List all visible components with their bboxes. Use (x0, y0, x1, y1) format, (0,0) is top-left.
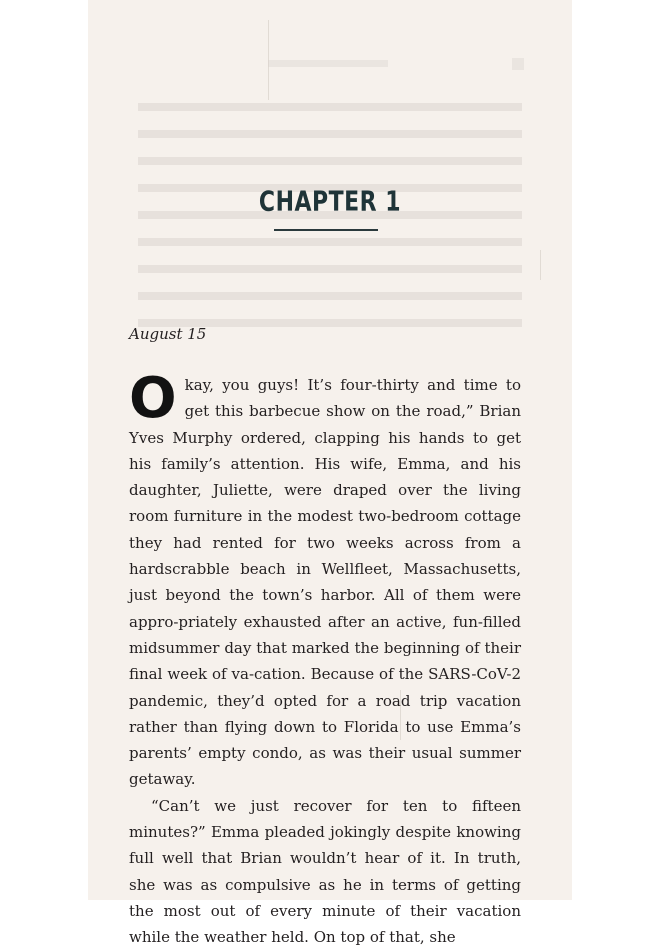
chapter-title-underline (274, 229, 378, 231)
paragraph-1-text: kay, you guys! It’s four-thirty and time to get this barbecue show on the road,” Brian Yves Murphy ordered, clapping his hands to get his family’s attention. His wife, Emma, and his daughter, Juliette, were draped over the living room furniture in the modest two-bedroom cottage they had rented for two weeks across from a hardscrabble beach in Wellfleet, Massachusetts, just beyond the town’s harbor. All of them were appro-priately exhausted after an active, fun-filled midsummer day that marked the beginning of their final week of va-cation. Because of the SARS-CoV-2 pandemic, they’d opted for a road trip vacation rather than flying down to Florida to use Emma’s parents’ empty condo, as was their usual summer getaway. (129, 376, 521, 789)
dateline: August 15 (129, 325, 207, 343)
paper-fiber (268, 20, 269, 100)
bleed-through-page-number (512, 58, 524, 70)
chapter-title: CHAPTER 1 (258, 186, 402, 219)
drop-cap: O (129, 366, 177, 431)
paragraph-1 (129, 366, 521, 793)
paragraph-2: “Can’t we just recover for ten to fifteen minutes?” Emma pleaded jokingly despite knowing full well that Brian wouldn’t hear of it. In truth, she was as compulsive as he in terms of getting the most out of every minute of their vacation while the weather held. On top of that, she (129, 796, 521, 947)
chapter-body (129, 366, 521, 951)
book-page (88, 0, 572, 947)
paper-fiber (540, 250, 541, 280)
bleed-through-header (268, 60, 388, 67)
